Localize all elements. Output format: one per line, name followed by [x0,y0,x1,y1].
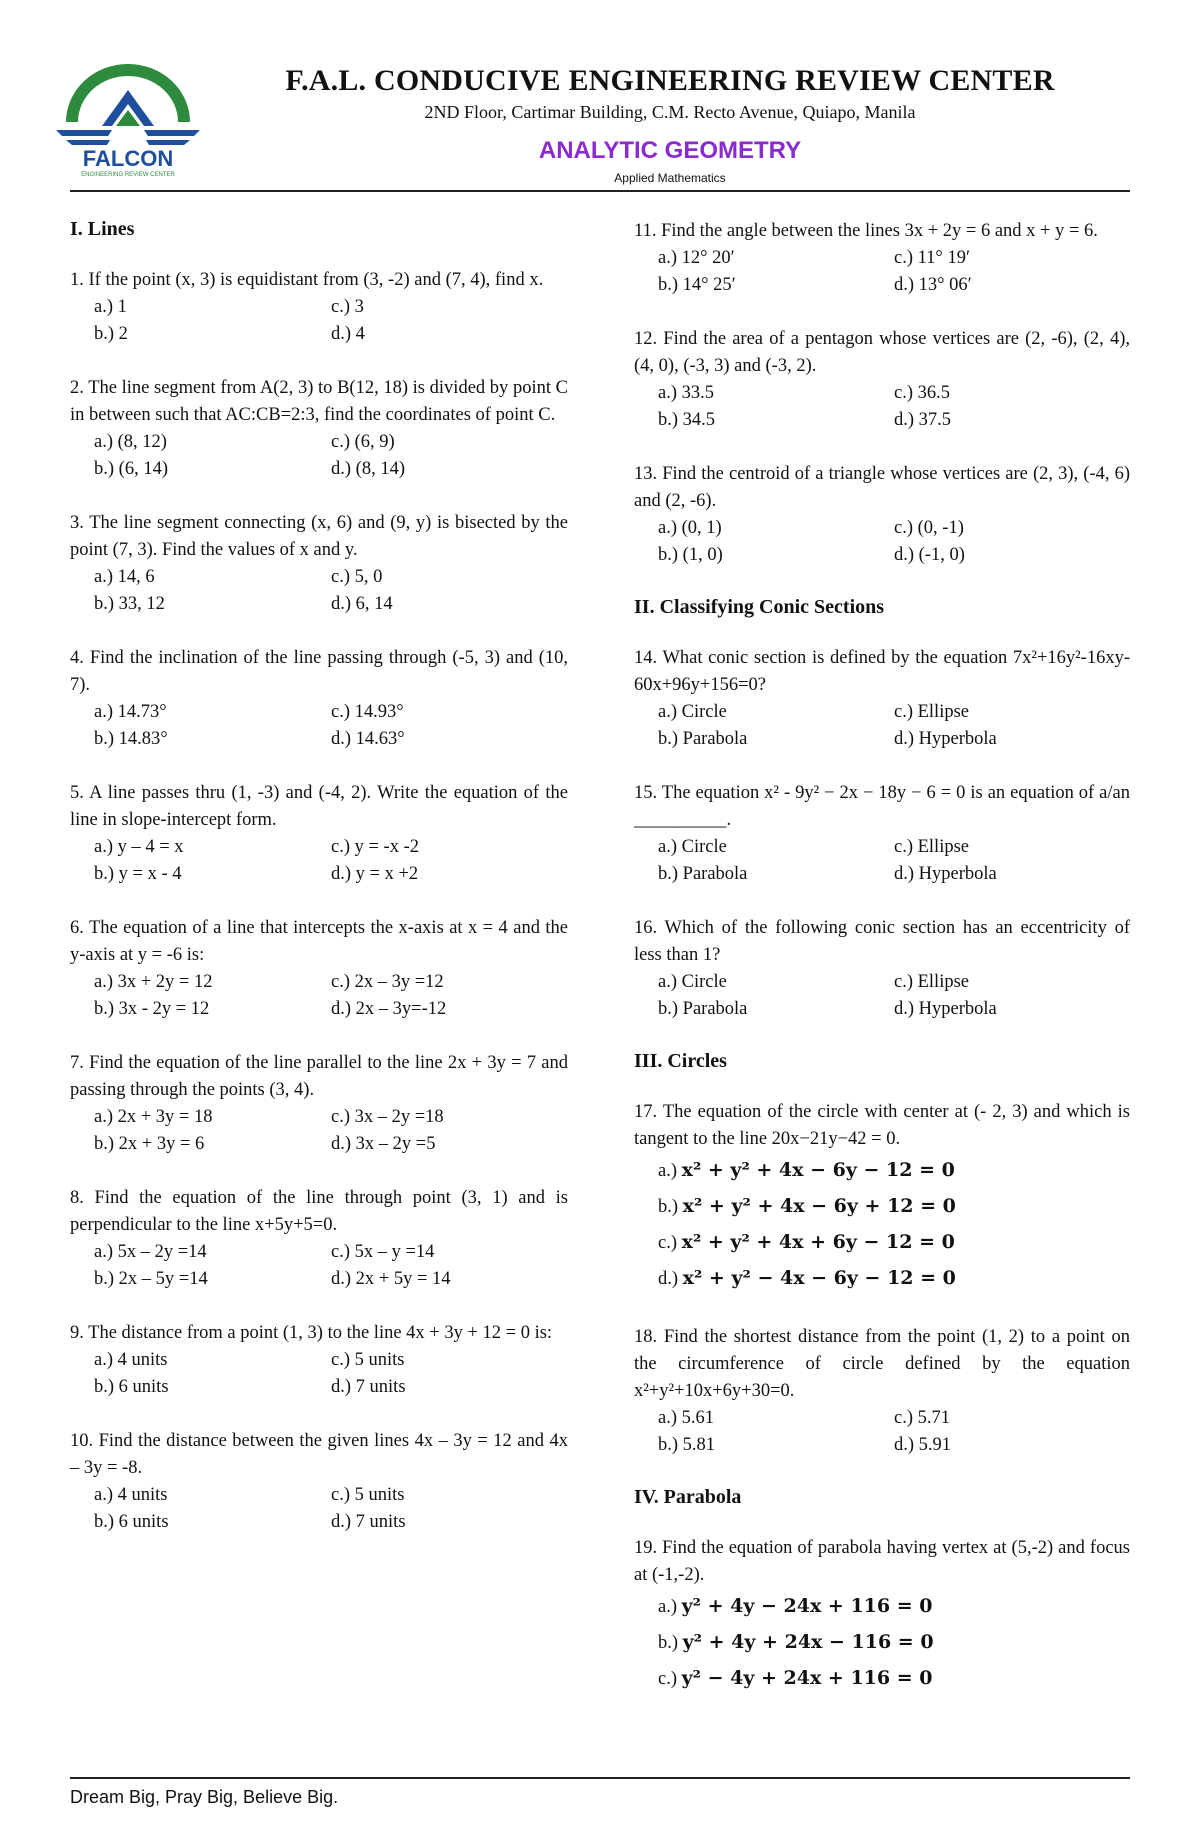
answer-choices [70,1347,568,1401]
choice-d: d.) Hyperbola [894,864,997,884]
page-header [210,64,1130,185]
choice-b: b.) Parabola [658,864,748,884]
question-13 [634,461,1130,569]
choice-label: a.) [658,1161,682,1181]
question-stem: 4. Find the inclination of the line passing through (-5, 3) and (10, 7). [70,648,568,695]
footer-divider [70,1777,1130,1779]
choice-a: a.) 5x – 2y =14 [94,1242,207,1262]
question-5 [70,780,568,888]
choice-b: b.) 2 [94,324,128,344]
question-16 [634,915,1130,1023]
question-10 [70,1428,568,1536]
choice-c: c.) 14.93° [331,702,404,722]
left-column [70,218,568,1563]
question-stem: 6. The equation of a line that intercepts the x-axis at x = 4 and the y-axis at y = -6 is: [70,918,568,965]
question-17 [634,1099,1130,1297]
choice-c [658,1225,1130,1261]
logo-subtext: ENGINEERING REVIEW CENTER [81,172,175,178]
question-19 [634,1535,1130,1697]
choice-c: c.) 2x – 3y =12 [331,972,444,992]
question-7 [70,1050,568,1158]
choice-c: c.) 3x – 2y =18 [331,1107,444,1127]
choice-a: a.) 3x + 2y = 12 [94,972,213,992]
choice-b: b.) (1, 0) [658,545,723,565]
answer-choices [70,564,568,618]
question-stem: 5. A line passes thru (1, -3) and (-4, 2). Write the equation of the line in slope-intercept form. [70,783,568,830]
question-stem: 2. The line segment from A(2, 3) to B(12, 18) is divided by point C in between such that AC:CB=2:3, find the coordinates of point C. [70,378,568,425]
section-heading: I. Lines [70,218,135,240]
answer-choices [70,1239,568,1293]
question-stem: 19. Find the equation of parabola having vertex at (5,-2) and focus at (-1,-2). [634,1538,1130,1585]
choice-b: b.) 6 units [94,1512,169,1532]
choice-c [658,1661,1130,1697]
answer-choices [634,515,1130,569]
choice-a: a.) Circle [658,972,727,992]
choice-b: b.) 33, 12 [94,594,165,614]
question-12 [634,326,1130,434]
answer-choices [634,699,1130,753]
answer-choices [634,1589,1130,1697]
choice-label: b.) [658,1197,683,1217]
choice-label: a.) [658,1597,682,1617]
choice-d [658,1261,1130,1297]
choice-a: a.) 33.5 [658,383,714,403]
answer-choices [70,834,568,888]
question-stem: 11. Find the angle between the lines 3x + 2y = 6 and x + y = 6. [634,221,1098,241]
choice-c: c.) Ellipse [894,702,970,722]
question-stem: 16. Which of the following conic section has an eccentricity of less than 1? [634,918,1130,965]
answer-choices [70,294,568,348]
choice-b: b.) Parabola [658,999,748,1019]
subject-subtitle: Applied Mathematics [614,171,726,185]
choice-label: b.) [658,1633,683,1653]
question-stem: 12. Find the area of a pentagon whose vertices are (2, -6), (2, 4), (4, 0), (-3, 3) and (-3, 2). [634,329,1130,376]
choice-d: d.) 7 units [331,1377,406,1397]
section-heading: III. Circles [634,1050,727,1072]
question-4 [70,645,568,753]
choice-a [658,1153,1130,1189]
answer-choices [70,699,568,753]
question-stem: 10. Find the distance between the given lines 4x – 3y = 12 and 4x – 3y = -8. [70,1431,568,1478]
choice-d: d.) Hyperbola [894,999,997,1019]
choice-b [658,1189,1130,1225]
question-8 [70,1185,568,1293]
choice-equation: x² + y² + 4x − 6y + 12 = 0 [682,1195,956,1217]
question-stem: 8. Find the equation of the line through point (3, 1) and is perpendicular to the line x+5y+5=0. [70,1188,568,1235]
question-stem: 13. Find the centroid of a triangle whose vertices are (2, 3), (-4, 6) and (2, -6). [634,464,1130,511]
answer-choices [634,969,1130,1023]
answer-choices [634,380,1130,434]
question-18 [634,1324,1130,1459]
choice-d: d.) (8, 14) [331,459,405,479]
falcon-logo [52,52,204,178]
question-2 [70,375,568,483]
choice-c: c.) 5 units [331,1485,405,1505]
choice-equation: x² + y² + 4x + 6y − 12 = 0 [681,1231,955,1253]
header-divider [70,190,1130,192]
choice-label: d.) [658,1269,683,1289]
choice-a: a.) 2x + 3y = 18 [94,1107,213,1127]
choice-d: d.) 37.5 [894,410,952,430]
choice-a: a.) y – 4 = x [94,837,184,857]
subject-title: ANALYTIC GEOMETRY [538,137,802,164]
choice-label: c.) [658,1669,682,1689]
choice-a [658,1589,1130,1625]
choice-d: d.) 13° 06′ [894,275,972,295]
choice-d: d.) 7 units [331,1512,406,1532]
choice-c: c.) 5, 0 [331,567,383,587]
question-9 [70,1320,568,1401]
choice-d: d.) 5.91 [894,1435,952,1455]
question-stem: 14. What conic section is defined by the equation 7x²+16y²-16xy-60x+96y+156=0? [634,648,1130,695]
right-column [634,218,1130,1724]
choice-c: c.) (0, -1) [894,518,964,538]
answer-choices [70,1482,568,1536]
question-11 [634,218,1130,299]
choice-b: b.) 14° 25′ [658,275,736,295]
question-stem: 18. Find the shortest distance from the point (1, 2) to a point on the circumference of circle defined by the equation x²+y²+10x+6y+30=0. [634,1327,1130,1401]
answer-choices [70,1104,568,1158]
choice-d: d.) 3x – 2y =5 [331,1134,436,1154]
choice-c: c.) Ellipse [894,972,970,992]
question-stem: 1. If the point (x, 3) is equidistant from (3, -2) and (7, 4), find x. [70,270,544,290]
question-stem: 7. Find the equation of the line parallel to the line 2x + 3y = 7 and passing through the points (3, 4). [70,1053,568,1100]
choice-b: b.) 6 units [94,1377,169,1397]
choice-d: d.) 4 [331,324,365,344]
choice-d: d.) Hyperbola [894,729,997,749]
choice-b: b.) 14.83° [94,729,168,749]
choice-c: c.) 5 units [331,1350,405,1370]
choice-a: a.) 5.61 [658,1408,714,1428]
question-1 [70,267,568,348]
logo-text: FALCON [82,146,174,171]
choice-b: b.) 3x - 2y = 12 [94,999,210,1019]
choice-c: c.) Ellipse [894,837,970,857]
choice-c: c.) 3 [331,297,364,317]
choice-b: b.) Parabola [658,729,748,749]
question-stem: 15. The equation x² - 9y² − 2x − 18y − 6 = 0 is an equation of a/an __________. [634,783,1130,830]
question-stem: 3. The line segment connecting (x, 6) and (9, y) is bisected by the point (7, 3). Find the values of x and y. [70,513,568,560]
choice-a: a.) Circle [658,837,727,857]
answer-choices [634,1405,1130,1459]
choice-a: a.) 12° 20′ [658,248,735,268]
choice-c: c.) 11° 19′ [894,248,971,268]
choice-equation: y² + 4y + 24x − 116 = 0 [682,1631,934,1653]
choice-label: c.) [658,1233,682,1253]
choice-c: c.) y = -x -2 [331,837,420,857]
choice-c: c.) 5x – y =14 [331,1242,435,1262]
choice-equation: y² − 4y + 24x + 116 = 0 [681,1667,933,1689]
choice-b: b.) y = x - 4 [94,864,182,884]
choice-a: a.) (8, 12) [94,432,167,452]
choice-b [658,1625,1130,1661]
question-15 [634,780,1130,888]
choice-a: a.) 14.73° [94,702,167,722]
choice-b: b.) 2x – 5y =14 [94,1269,208,1289]
choice-a: a.) (0, 1) [658,518,722,538]
question-3 [70,510,568,618]
choice-b: b.) 2x + 3y = 6 [94,1134,205,1154]
question-stem: 17. The equation of the circle with center at (- 2, 3) and which is tangent to the line 20x−21y−42 = 0. [634,1102,1130,1149]
answer-choices [70,429,568,483]
question-14 [634,645,1130,753]
choice-equation: x² + y² + 4x − 6y − 12 = 0 [681,1159,955,1181]
choice-a: a.) 4 units [94,1485,168,1505]
choice-d: d.) 2x + 5y = 14 [331,1269,451,1289]
question-6 [70,915,568,1023]
answer-choices [70,969,568,1023]
choice-a: a.) Circle [658,702,727,722]
choice-a: a.) 1 [94,297,127,317]
choice-d: d.) 6, 14 [331,594,393,614]
choice-equation: y² + 4y − 24x + 116 = 0 [681,1595,933,1617]
org-name: F.A.L. CONDUCIVE ENGINEERING REVIEW CENTER [285,64,1055,97]
choice-equation: x² + y² − 4x − 6y − 12 = 0 [682,1267,956,1289]
answer-choices [634,245,1130,299]
question-stem: 9. The distance from a point (1, 3) to the line 4x + 3y + 12 = 0 is: [70,1323,553,1343]
choice-b: b.) (6, 14) [94,459,168,479]
choice-c: c.) 5.71 [894,1408,950,1428]
choice-c: c.) (6, 9) [331,432,395,452]
choice-a: a.) 14, 6 [94,567,155,587]
org-address: 2ND Floor, Cartimar Building, C.M. Recto Avenue, Quiapo, Manila [424,102,916,122]
answer-choices [634,1153,1130,1297]
choice-b: b.) 34.5 [658,410,716,430]
choice-d: d.) 2x – 3y=-12 [331,999,447,1019]
choice-d: d.) 14.63° [331,729,405,749]
footer-motto: Dream Big, Pray Big, Believe Big. [70,1787,339,1807]
choice-b: b.) 5.81 [658,1435,716,1455]
choice-a: a.) 4 units [94,1350,168,1370]
answer-choices [634,834,1130,888]
choice-d: d.) (-1, 0) [894,545,965,565]
section-heading: II. Classifying Conic Sections [634,596,885,618]
choice-c: c.) 36.5 [894,383,950,403]
choice-d: d.) y = x +2 [331,864,419,884]
section-heading: IV. Parabola [634,1486,742,1508]
